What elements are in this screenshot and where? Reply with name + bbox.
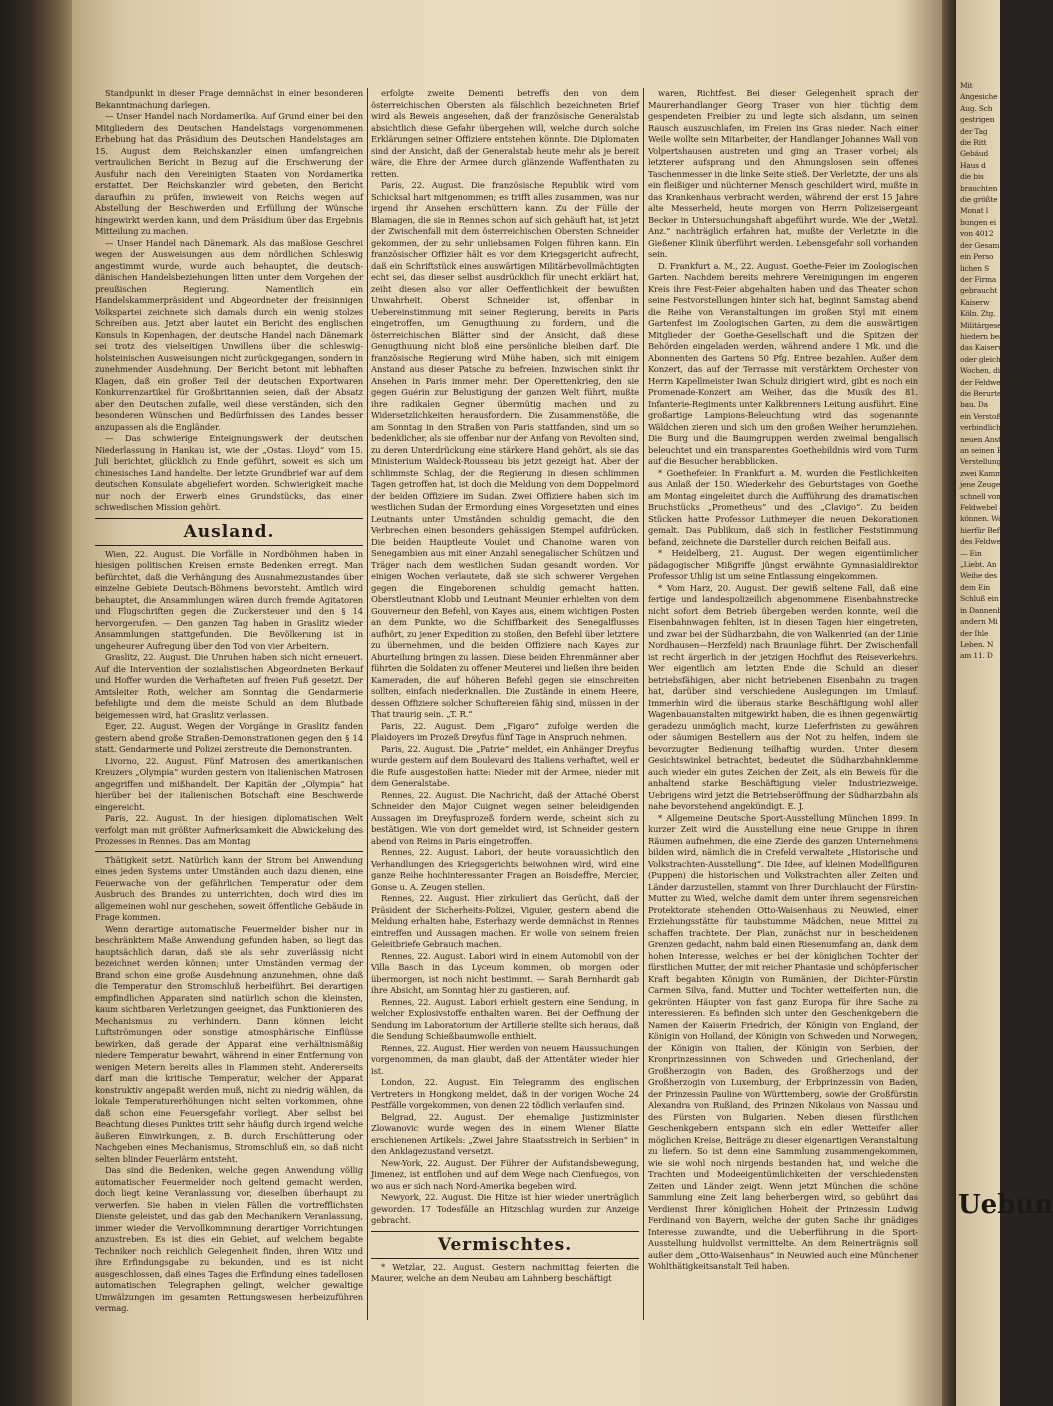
adjacent-page-fragment: jene Zeugen, [960, 480, 1007, 490]
article-paris-patrie: Paris, 22. August. Die „Patrie“ meldet, ein Anhänger Dreyfus wurde gestern auf dem Boulevard des Italiens verhaftet, weil er die Rufe ausgestoßen hatte: Nieder mit der Armee, nieder mit dem Generalstabe. [371, 743, 639, 788]
article-rennes: Rennes, 22. August. Labori wird in einem Automobil von der Villa Basch in das Lyceum kommen, ob morgen oder übermorgen, ist noch nicht bestimmt. — Sarah Bernhardt gab ihre Absicht, am Sonntag hier zu gastieren, auf. [371, 950, 639, 995]
article-rennes: Rennes, 22. August. Labori erhielt gestern eine Sendung, in welcher Explosivstoffe enthalten waren. Bei der Oeffnung der Sendung im Laboratorium der Artillerie stellte sich heraus, daß die Sendung Schießbaumwolle enthielt. [371, 996, 639, 1041]
adjacent-page-fragment: zwei Kammer [960, 468, 1010, 478]
adjacent-page-fragment: Mit [960, 81, 973, 90]
article-eger: Eger, 22. August. Wegen der Vorgänge in Graslitz fanden gestern abend große Straßen-Demonstrationen gegen den § 14 statt. Gendarmerie und Polizei zerstreute die Demonstranten. [95, 721, 363, 754]
adjacent-page-fragment: dem Ein [960, 582, 991, 592]
feuilleton-rule [95, 851, 363, 852]
adjacent-page-fragment: ein Verstoß [960, 411, 1001, 421]
adjacent-page-fragment: das Kaiserw [960, 343, 1005, 353]
adjacent-page-fragment: Haus d [960, 160, 986, 170]
adjacent-page-fragment: lichen S [960, 263, 990, 273]
article-belgrad: Belgrad, 22. August. Der ehemalige Justizminister Zlowanovic wurde wegen des in einem Wiener Blatte erschienenen Artikels: „Zwei Jahre Staatsstreich in Serbien“ in den Anklagezustand versetzt. [371, 1111, 639, 1156]
article-rennes: Rennes, 22. August. Hier werden von neuem Haussuchungen vorgenommen, da man glaubt, daß der Attentäter wieder hier ist. [371, 1042, 639, 1076]
article-graslitz: Graslitz, 22. August. Die Unruhen haben sich nicht erneuert. Auf die Intervention der sozialistischen Abgeordneten Berkauf und Hoffer wurden die Verhafteten auf freien Fuß gesetzt. Der Amtsleiter Roth, welcher am Sonntag die Gendarmerie befehligte und dem die meiste Schuld an dem Blutbade beigemessen wird, hat Graslitz verlassen. [95, 652, 363, 720]
adjacent-page-fragment: die Berurtei [960, 388, 1004, 398]
adjacent-page-fragment: oder gleichwe [960, 354, 1012, 364]
article-frankfurt: D. Frankfurt a. M., 22. August. Goethe-Feier im Zoologischen Garten. Nachdem bereits mehrere Vereinigungen im engeren Kreis ihre Fest-Feier abgehalten haben und das Theater schon seine Festvorstellungen hinter sich hat, beginnt Samstag abend die Reihe von Veranstaltungen im großen Styl mit einem Gartenfest im Zoologischen Garten, zu dem die auswärtigen Mitglieder der Goethe-Gesellschaft und die Spitzen der Behörden eingeladen werden, während andere 1 Mk. und die Abonnenten des Gartens 50 Pfg. Entree bezahlen. Außer dem Konzert, das auf der Terrasse mit verstärktem Orchester von Herrn Kapellmeister Iwan Schulz dirigiert wird, gibt es noch ein Promenade-Konzert am Weiher, das die Musik des 81. Infanterie-Regiments unter Kalkbrenners Leitung ausführt. Eine großartige Lampions-Beleuchtung wird das sogenannte Wäldchen zieren und sich um den großen Weiher herumziehen. Die Burg und die Baumgruppen werden zweimal bengalisch beleuchtet und ein transparentes Goethebildnis wird vom Turm auf die Besucher herabblicken. [648, 260, 918, 466]
adjacent-page-fragment: der Feldwebel [960, 377, 1012, 387]
article-wetzlar: * Wetzlar, 22. August. Gestern nachmittag feierten die Maurer, welche an dem Neubau am Lahnberg beschäftigt [371, 1261, 639, 1283]
adjacent-page-fragment: Weihe des [960, 571, 997, 581]
article-handel-daenemark: — Unser Handel nach Dänemark. Als das maßlose Geschrei wegen der Ausweisungen aus dem nördlichen Schleswig angestimmt wurde, wurde auch behauptet, die deutsch-dänischen Handelsbeziehungen litten unter dem Vorgehen der preußischen Regierung. Namentlich ein Handelskammerpräsident und Abgeordneter der freisinnigen Volkspartei zeichnete sich damals durch ein wenig stolzes Schreiben aus. Jetzt aber lautet ein Bericht des englischen Konsuls in Kopenhagen, der deutsche Handel nach Dänemark sei trotz des vielseitigen Unwillens über die schleswig-holsteinischen Ausweisungen nicht zurückgegangen, sondern in zunehmender Ausdehnung. Der Bericht betont mit lebhaften Klagen, daß ein großer Teil der deutschen Exportwaren Konkurrenzartikel für Großbritannien seien, daß der Absatz aber den Deutschen zufalle, weil diese verständen, sich den besonderen Wünschen und Bedürfnissen des Landes besser anzupassen als die Engländer. [95, 237, 363, 432]
adjacent-page-fragment: am 11. D [960, 651, 993, 661]
column-divider [367, 88, 368, 1320]
adjacent-page-fragment: gebraucht [960, 286, 998, 296]
adjacent-page-fragment: Aug. Sch [960, 103, 993, 113]
article-heidelberg: * Heidelberg, 21. August. Der wegen eigentümlicher pädagogischer Mißgriffe jüngst erwähnte Gymnasialdirektor Professor Uhlig ist um seine Entlassung eingekommen. [648, 548, 918, 581]
adjacent-page-fragment: des Feldweb [960, 537, 1006, 547]
adjacent-page-fragment: neuen Anst [960, 434, 1001, 444]
adjacent-page-fragment: an seinen Bo [960, 446, 1007, 455]
adjacent-page-fragment: der Gesam [960, 240, 1000, 250]
adjacent-page-fragment: bau. Da [960, 400, 988, 410]
article-handel-nordamerika: — Unser Handel nach Nordamerika. Auf Grund einer bei den Mitgliedern des Deutschen Handelstags vorgenommenen Erhebung hat das Präsidium des Deutschen Handelstages am 15. August dem Reichskanzler einen umfangreichen vertraulichen Bericht in Bezug auf die Erschwerung der Ausfuhr nach den Vereinigten Staaten von Nordamerika erstattet. Der Reichskanzler wird gebeten, den Bericht daraufhin zu prüfen, inwieweit von Reichs wegen auf Abstellung der Beschwerden und Erfüllung der Wünsche hingewirkt werden kann, und dem Präsidium über das Ergebnis Mitteilung zu machen. [95, 111, 363, 236]
article-paragraph: waren, Richtfest. Bei dieser Gelegenheit sprach der Maurerhandlanger Georg Traser von hier tüchtig dem gespendeten Freibier zu und legte sich alsdann, um seinen Rausch auszuschlafen, im Freien ins Gras nieder. Nach einer Weile wollte sein Mitarbeiter, der Handlanger Johannes Wall von Volpertshausen austreten und ging an Traser vorbei; als letzterer aufsprang und den Ahnungslosen sein offenes Taschenmesser in die linke Seite stieß. Der Verletzte, der uns als ein fleißiger und nüchterner Mensch geschildert wird, mußte in das Krankenhaus verbracht werden, während der erst 15 Jahre alte Messerheld, heute morgen von Herrn Polizeisergeant Becker in Untersuchungshaft abgeführt wurde. Wie der „Wetzl. Anz.“ nachträglich erfahren hat, mußte der Verletzte in die Gießener Klinik überführt werden. Lebensgefahr soll vorhanden sein. [648, 88, 918, 259]
adjacent-page-fragment: Angesiche [960, 92, 998, 102]
adjacent-page-fragment: Köln. Ztg. [960, 309, 996, 319]
adjacent-page-fragment: der Firma [960, 274, 997, 284]
article-goethefeier: * Goethefeier. In Frankfurt a. M. wurden die Festlichkeiten aus Anlaß der 150. Wiederkehr des Geburtstages von Goethe am Montag eingeleitet durch die Aufführung des dramatischen Bruchstücks „Prometheus“ und des „Clavigo“. Zu beiden Stücken hatte Professor Luthmeyer die neuen Dekorationen gemalt. Das Publikum, daß sich in festlicher Feststimmung befand, zeichnete die Darsteller durch reichen Beifall aus. [648, 467, 918, 547]
section-heading-ausland [95, 518, 363, 546]
adjacent-page-fragment: hiedern beante [960, 331, 1015, 341]
adjacent-page-fragment: der Ihle [960, 628, 989, 638]
adjacent-page-fragment: „Liebt. An [960, 560, 997, 570]
adjacent-page-fragment: in Dannenb [960, 605, 1002, 615]
column-3 [648, 88, 918, 1320]
adjacent-page-fragment: Kaiserw [960, 297, 990, 307]
column-2 [371, 88, 639, 1320]
article-rennes: Rennes, 22. August. Hier zirkuliert das Gerücht, daß der Präsident der Sicherheits-Polizei, Viguier, gestern abend die Meldung erhalten habe, Esterhazy werde demnächst in Rennes eintreffen und Aussagen machen. Er wolle von seinem freien Geleitbriefe Gebrauch machen. [371, 893, 639, 949]
book-spine [0, 0, 72, 1406]
feuilleton-paragraph: Das sind die Bedenken, welche gegen Anwendung völlig automatischer Feuermelder noch geltend gemacht werden, doch liegt keine Veranlassung vor, dieselben überhaupt zu verwerfen. Sie haben in vielen Fällen die vortrefflichsten Dienste geleistet, und das gab den Mechanikern Veranlassung, immer wieder die Vervollkommnung derartiger Vorrichtungen anzustreben. Es ist dies ein Gebiet, auf welchem begabte Techniker noch reichlich Gelegenheit finden, ihren Witz und ihre Erfindungsgabe zu bekunden, und es ist nicht ausgeschlossen, daß eines Tages die Erfindung eines tadellosen automatischen Telegraphen gelingt, welcher gewaltige Umwälzungen im gesamten Rettungswesen herbeizuführen vermag. [95, 1165, 363, 1313]
article-livorno: Livorno, 22. August. Fünf Matrosen des amerikanischen Kreuzers „Olympia“ wurden gestern von italienischen Matrosen angegriffen und mißhandelt. Der Kapitän der „Olympia“ hat hierüber bei der italienischen Botschaft eine Beschwerde eingereicht. [95, 755, 363, 812]
book-gutter [942, 0, 956, 1406]
adjacent-page-edge [956, 0, 1053, 1406]
article-new-york: New-York, 22. August. Der Führer der Aufstandsbewegung, Jimenez, ist entflohen und auf dem Wege nach Cienfuegos, von wo aus er sich nach Nord-Amerika begeben wird. [371, 1157, 639, 1191]
adjacent-page-fragment: Verstellung [960, 457, 1002, 467]
article-wien: Wien, 22. August. Die Vorfälle in Nordböhmen haben in hiesigen politischen Kreisen ernste Bedenken erregt. Man befürchtet, daß die Verhängung des Ausnahmezustandes über einzelne Gebiete Deutsch-Böhmens bevorsteht. Amtlich wird behauptet, die Ansammlungen wären durch fremde Agitatoren und Flugschriften gegen die Zuckersteuer und den § 14 hervorgerufen. — Den ganzen Tag haben in Graslitz wieder Ansammlungen stattgefunden. Die Bevölkerung ist in ungeheurer Aufregung über den Tod von vier Arbeitern. [95, 548, 363, 651]
adjacent-page-fragment: andern Mi [960, 617, 998, 627]
adjacent-page-fragment: die Ritt [960, 138, 987, 148]
article-hankau: — Das schwierige Enteignungswerk der deutschen Niederlassung in Hankau ist, wie der „Ostas. Lloyd“ vom 15. Juli berichtet, glücklich zu Ende geführt, soweit es sich um chinesisches Land handelte. Der letzte Grundbrief war auf dem deutschen Konsulate abgeliefert worden. Schwierigkeit mache nur noch der Erwerb eines Grundstücks, das einer schwedischen Mission gehört. [95, 433, 363, 512]
feuilleton-paragraph: Wenn derartige automatische Feuermelder bisher nur in beschränktem Maße Anwendung gefunden haben, so liegt das hauptsächlich daran, daß sie als sehr zuverlässig nicht bezeichnet werden können; unter Umständen vermag der Brand schon eine große Ausdehnung anzunehmen, ohne daß die Temperatur den Stromschluß herbeiführt. Bei derartigen empfindlichen Apparaten sind natürlich schon die kleinsten, kaum sichtbaren Verletzungen geeignet, das Funktionieren des Mechanismus zu verhindern. Dann können leicht Luftströmungen oder sonstige atmosphärische Einflüsse bewirken, daß gerade der Apparat eine verhältnismäßig niedere Temperatur bewahrt, während in einer Entfernung von wenigen Metern bereits alles in Flammen steht. Andererseits darf man die kritische Temperatur, welcher der Apparat konstruktiv angepaßt werden muß, nicht zu niedrig wählen, da lokale Temperaturerhöhungen nicht selten vorkommen, ohne daß schon eine Feuersgefahr vorliegt. Aber selbst bei Beachtung dieses Punktes tritt sehr häufig durch irgend welche äußeren Einwirkungen, z. B. durch Erschütterung oder Nachgeben eines Mechanismus, Stromschluß ein, so daß nicht selten blinder Feuerlärm entsteht. [95, 923, 363, 1164]
column-divider [643, 88, 644, 1320]
article-newyork: Newyork, 22. August. Die Hitze ist hier wieder unerträglich geworden. 17 Todesfälle an Hitzschlag wurden zur Anzeige gebracht. [371, 1192, 639, 1225]
article-paris: Paris, 22. August. In der hiesigen diplomatischen Welt verfolgt man mit größter Aufmerksamkeit die Abwickelung des Prozesses in Rennes. Das am Montag [95, 813, 363, 846]
adjacent-page-fragment: Schluß ein [960, 594, 999, 604]
adjacent-page-fragment: schnell von [960, 491, 1001, 501]
adjacent-page-fragment: gestrigen [960, 115, 995, 125]
adjacent-page-fragment: Leben. N [960, 639, 994, 649]
adjacent-page-fragment: von 4012 [960, 229, 994, 239]
adjacent-page-fragment: der Tag [960, 126, 988, 136]
adjacent-page-fragment: — Ein [960, 548, 982, 558]
article-rennes: Rennes, 22. August. Labori, der heute voraussichtlich den Verhandlungen des Kriegsgerichts beiwohnen wird, wird eine ganze Reihe hochinteressanter Fragen an Boisdeffre, Mercier, Gonse u. A. Zeugen stellen. [371, 847, 639, 892]
adjacent-page-fragment: die größte [960, 195, 998, 205]
article-paris-figaro: Paris, 22. August. Dem „Figaro“ zufolge werden die Plaidoyers im Prozeß Dreyfus fünf Tage in Anspruch nehmen. [371, 720, 639, 742]
adjacent-page-fragment: die bis [960, 172, 984, 182]
adjacent-page-fragment: Militärgesel [960, 320, 1004, 330]
adjacent-page-fragment: brauchten [960, 183, 998, 193]
adjacent-page-fragment: hierfür Befri [960, 525, 1005, 535]
feuilleton-paragraph: Thätigkeit setzt. Natürlich kann der Strom bei Anwendung eines jeden Systems unter Umständen auch dazu dienen, eine Feuerwache von der gefährlichen Temperatur oder dem Ausbruch des Brandes zu unterrichten, doch wird dies im allgemeinen wohl nur geschehen, soweit öffentliche Gebäude in Frage kommen. [95, 854, 363, 922]
adjacent-page-fragment: bungen ei [960, 217, 996, 227]
adjacent-page-text [956, 0, 1015, 662]
article-sport-ausstellung: * Allgemeine Deutsche Sport-Ausstellung München 1899. In kurzer Zeit wird die Ausstellung eine neue Gruppe in ihren Räumen aufnehmen, die eine Zierde des ganzen Unternehmens bilden wird, nämlich die in Crefeld verwaltete „Historische und Volkstrachten-Ausstellung“. Die Idee, auf kleinen Modellfiguren (Puppen) die historischen und Volkstrachten aller Zeiten und Länder darzustellen, stammt von Ihrer Durchlaucht der Fürstin-Mutter zu Wied, welche damit dem unter ihrem segensreichen Protektorate stehenden Otto-Waisenhaus zu Neuwied, einer Erziehungsstätte für taubstumme Mädchen, neue Mittel zu schaffen trachtete. Der Plan, zunächst nur in bescheidenen Grenzen gedacht, nahm bald einen Riesenumfang an, dank dem hohen Interesse, welches er bei der königlichen Tochter der fürstlichen Mutter, der mit reicher Phantasie und schöpferischer Kraft begabten Königin von Rumänien, der Dichter-Fürstin Carmen Silva, fand. Mutter und Tochter wetteiferten nun, die gekrönten Häupter von fast ganz Europa für ihre Sache zu interessieren. Es befinden sich unter den Geschenkgebern die Namen der Kaiserin Friedrich, der Königin von England, der Königin von Holland, der Königin von Schweden und Norwegen, der Königin von Italien, der Königin von Serbien, der Kronprinzessinnen von Schweden und Griechenland, der Großherzogin von Baden, des Großherzogs und der Großherzogin von Luxemburg, der Erbprinzessin von Baden, der Prinzessin Pauline von Württemberg, sowie der Großfürstin Alexandra von Rußland, des Prinzen Nikolaus von Nassau und des Fürsten von Bulgarien. Neben diesen fürstlichen Geschenkgebern entspann sich ein edler Wetteifer aller möglichen Kreise, Beiträge zu dieser eigenartigen Veranstaltung zu liefern. So ist denn eine Sammlung zusammengekommen, wie sie wohl noch nirgends bestanden hat, und welche die Trachten und Modeeigentümlichkeiten der verschiedensten Zeiten und Länder zeigt. Wenn jetzt München die schöne Sammlung eine Zeit lang beherbergen wird, so gebührt das Verdienst Ihrer königlichen Hoheit der Prinzessin Ludwig Ferdinand von Bayern, welche der guten Sache ihr gnädiges Interesse zuwandte, und die Ueberführung in die Sport-Ausstellung huldvollst vermittelte. An dem Reinerträgnis soll außer dem „Otto-Waisenhaus“ in Neuwied auch eine Münchener Wohlthätigkeitsanstalt Teil haben. [648, 812, 918, 1271]
adjacent-page-heading: Uebun [958, 1190, 1053, 1220]
section-heading-text: Vermischtes. [437, 1234, 573, 1255]
section-heading-vermischtes [371, 1231, 639, 1259]
column-1 [95, 88, 363, 1318]
adjacent-page-fragment: ein Perso [960, 252, 994, 262]
adjacent-page-fragment: verbindlich [960, 423, 1001, 433]
article-rennes: Rennes, 22. August. Die Nachricht, daß der Attaché Oberst Schneider den Major Cuignet wegen seiner beleidigenden Aussagen im Dreyfusprozeß fordern werde, scheint sich zu bestätigen. Wie von dort gemeldet wird, ist Schneider gestern abend von Reims in Paris eingetroffen. [371, 789, 639, 846]
article-london: London, 22. August. Ein Telegramm des englischen Vertreters in Hongkong meldet, daß in der vorigen Woche 24 Pestfälle vorgekommen, von denen 22 tödlich verlaufen sind. [371, 1077, 639, 1110]
adjacent-page-fragment: Monat l [960, 206, 988, 216]
adjacent-page-fragment: Wochen, die [960, 366, 1005, 376]
article-vom-harz: * Vom Harz, 20. August. Der gewiß seltene Fall, daß eine fertige und landespolizeilich abgenommene Eisenbahnstrecke nicht sofort dem Betrieb übergeben werden konnte, weil die Eisenbahnwagen fehlten, ist in diesen Tagen hier eingetreten, und zwar bei der Südharzbahn, die von Walkenried (an der Linie Nordhausen—Herzfeld) nach Braunlage führt. Der Zwischenfall ist recht ärgerlich in der jetzigen Hochflut des Reiseverkehrs. Wer eigentlich am letzten Ende die Schuld an dieser betriebsfähigen, aber nicht betriebenen Eisenbahn zu tragen hat, darüber sind verschiedene Auslegungen im Umlauf. Immerhin wird die überaus starke Beschäftigung wohl aller Wagenbauanstalten mitgewirkt haben, die es ihnen gegenwärtig geradezu unmöglich macht, kurze Lieferfristen zu gewähren oder säumigen Bestellern aus der Not zu helfen, indem sie bevorzugter Bedienung teilhaftig wurden. Unter diesem Gesichtswinkel betrachtet, bedeutet die Südharzbahnklemme auch wieder ein gutes Zeichen der Zeit, als ein Beweis für die anhaltend starke Beschäftigung vieler Industriezweige. Uebrigens wird jetzt die Betriebseröffnung der Südharzbahn als nahe bevorstehend angekündigt. E. J. [648, 582, 918, 811]
adjacent-page-fragment: Gebäud [960, 149, 989, 159]
article-paragraph: erfolgte zweite Dementi betreffs den von dem österreichischen Obersten als fälschlich bezeichneten Brief wird als Beweis angesehen, daß der französische Generalstab absichtlich diese Gefahr übergehen will, welche durch solche Erklärungen seiner Offiziere entstehen könnte. Die Diplomaten sind der Ansicht, daß der Generalstab heute mehr als je bereit wäre, die Ehre der Armee durch glänzende Waffenthaten zu retten. [371, 88, 639, 179]
adjacent-page-fragment: Feldwebel ab [960, 503, 1009, 513]
adjacent-page-fragment: können. Wo [960, 514, 1003, 524]
section-heading-text: Ausland. [183, 521, 275, 542]
article-paris-republik: Paris, 22. August. Die französische Republik wird vom Schicksal hart mitgenommen; es trifft alles zusammen, was nur irgend ihr Ansehen erschüttern kann. Zu der Fülle der Blamagen, die sie in Rennes schon auf sich gehäuft hat, ist jetzt der Zwischenfall mit dem österreichischen Obersten Schneider gekommen, der zu sehr unliebsamen Folgen führen kann. Ein französischer Offizier hält es vor dem Kriegsgericht aufrecht, daß ein Schriftstück eines auswärtigen Militärbevollmächtigten echt sei, das dieser selbst ausdrücklich für unecht erklärt hat, zeiht diesen also vor aller Oeffentlichkeit der bewußten Unwahrheit. Oberst Schneider ist, offenbar in Uebereinstimmung mit seiner Regierung, bereits in Paris eingetroffen, um Genugthuung zu fordern, und die österreichischen Blätter sind der Ansicht, daß diese Genugthuung nicht bloß eine persönliche bleiben darf. Die französische Regierung wird Mühe haben, sich mit einigem Anstand aus dieser Patsche zu befreien. Inzwischen sinkt ihr Ansehen in Paris immer mehr. Der Operettenkrieg, den sie gegen Guérin zur Belustigung der ganzen Welt führt, mußte ihre radikalen Gegner übermütig machen und zu Widersetzlichkeiten herausfordern. Die Zusammenstöße, die am Sonntag in den Straßen von Paris stattfanden, sind um so bedenklicher, als sie offenbar nur der Anfang von Revolten sind, zu deren Unterdrückung eine stärkere Hand gehört, als sie das Ministerium Waldeck-Rousseau bis jetzt gezeigt hat. Aber der schlimmste Schlag, der die Regierung in diesen schlimmen Tagen getroffen hat, ist doch die Meldung von dem Doppelmord der beiden Offiziere im Sudan. Zwei Offiziere haben sich im westlichen Sudan der Ermordung eines Vorgesetzten und eines Leutnants unter Umständen schuldig gemacht, die den Verbrechen einen besonders gehässigen Stempel aufdrücken. Die beiden Hauptleute Voulet und Chanoine waren von Senegambien aus mit einer Anzahl senegalischer Schützen und Träger nach dem westlichen Sudan gesandt worden. Vor einigen Wochen verlautete, daß sie sich schwerer Vergehen gegen die Eingeborenen schuldig gemacht hatten. Oberstleutnant Klobb und Leutnant Meunier erhielten von dem Gouverneur den Befehl, von Kayes aus, einem wichtigen Posten an dem Punkte, wo die Schiffbarkeit des Senegalflusses aufhört, zu jener Expedition zu stoßen, den Befehl über letztere zu übernehmen, und die beiden Offiziere nach Kayes zur Aburteilung bringen zu lassen. Diese beiden Ehrenmänner aber führten die Soldaten zu offener Meuterei und ließen ihre beiden Kameraden, die auf höheren Befehl gegen sie einschreiten sollten, einfach niederknallen. Die Zustände in einem Heere, dessen Offiziere solcher Schuftereien fähig sind, müssen in der That traurig sein. „T. R.“ [371, 180, 639, 719]
article-paragraph: Standpunkt in dieser Frage demnächst in einer besonderen Bekanntmachung darlegen. [95, 88, 363, 110]
